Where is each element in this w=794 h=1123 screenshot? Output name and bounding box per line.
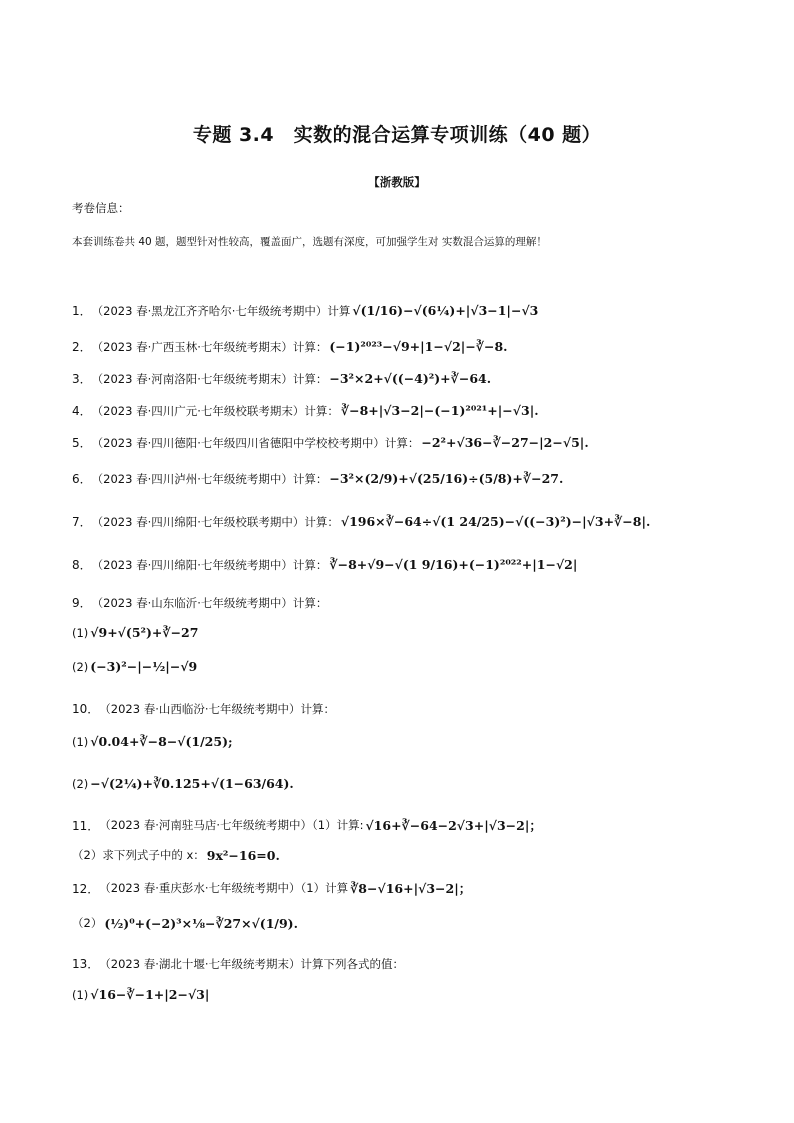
question-source: （2023 春·重庆彭水·七年级统考期中）（1）计算	[99, 881, 349, 895]
sub-question-label: (1)	[72, 987, 89, 1002]
question-number: 11．	[72, 818, 100, 833]
question-6	[72, 470, 563, 487]
question-13-part-1	[72, 987, 209, 1002]
question-expression: −3²×2+√((−4)²)+∛−64.	[329, 371, 492, 386]
sub-question-label: （2）	[72, 916, 103, 930]
question-source: （2023 春·山西临汾·七年级统考期中）计算：	[99, 701, 336, 716]
question-source: （2023 春·山东临沂·七年级统考期中）计算：	[91, 595, 328, 610]
exam-info-text: 本套训练卷共 40 题，题型针对性较高，覆盖面广，选题有深度，可加强学生对 实数混合运算的理解！	[72, 236, 547, 248]
question-5	[72, 434, 589, 451]
question-expression: √16−∛−1+|2−√3|	[90, 987, 210, 1002]
question-expression: (−1)²⁰²³−√9+|1−√2|−∛−8.	[329, 339, 508, 354]
question-expression: −3²×(2/9)+√(25/16)÷(5/8)+∛−27.	[329, 471, 564, 486]
question-source: （2023 春·四川绵阳·七年级校联考期中）计算：	[91, 514, 339, 529]
question-number: 2．	[72, 340, 92, 354]
question-number: 13．	[72, 957, 100, 971]
question-expression: −√(2¼)+∛0.125+√(1−63/64).	[90, 776, 294, 791]
question-11-part-2	[72, 847, 280, 863]
question-8	[72, 556, 577, 573]
question-expression: ∛−8+|√3−2|−(−1)²⁰²¹+|−√3|.	[340, 403, 539, 418]
question-12-part-2	[72, 915, 298, 931]
question-1	[72, 302, 538, 319]
question-9	[72, 594, 329, 611]
question-expression: 9x²−16=0.	[206, 847, 280, 863]
question-12	[72, 879, 471, 897]
question-9-part-2	[72, 659, 197, 674]
question-source: （2023 春·四川德阳·七年级四川省德阳中学校校考期中）计算：	[91, 435, 420, 450]
question-11	[72, 816, 542, 834]
question-number: 3．	[72, 372, 92, 386]
question-10-part-1	[72, 734, 233, 749]
question-number: 1．	[72, 304, 92, 318]
question-13	[72, 955, 406, 972]
exam-info-label: 考卷信息：	[72, 201, 130, 215]
question-10-part-2	[72, 776, 294, 791]
sub-question-label: (1)	[72, 625, 89, 640]
question-expression: ∛8−√16+|√3−2|；	[350, 881, 472, 896]
question-expression: √9+√(5²)+∛−27	[90, 625, 199, 640]
question-source: （2023 春·四川泸州·七年级统考期中）计算：	[91, 471, 328, 486]
question-9-part-1	[72, 625, 198, 640]
question-expression: ∛−8+√9−√(1 9/16)+(−1)²⁰²²+|1−√2|	[329, 557, 578, 572]
question-expression: (−3)²−|−½|−√9	[90, 659, 198, 674]
question-number: 9．	[72, 596, 92, 610]
question-number: 6．	[72, 472, 92, 486]
question-number: 4．	[72, 404, 92, 418]
question-number: 5．	[72, 436, 92, 450]
question-number: 10．	[72, 702, 100, 716]
question-expression: √16+∛−64−2√3+|√3−2|；	[365, 818, 542, 833]
sub-question-label: （2）求下列式子中的 x：	[72, 848, 205, 862]
question-7	[72, 513, 650, 530]
question-10	[72, 700, 337, 717]
question-number: 8．	[72, 558, 92, 572]
question-source: （2023 春·湖北十堰·七年级统考期末）计算下列各式的值：	[99, 956, 405, 971]
question-number: 7．	[72, 515, 92, 529]
question-2	[72, 338, 508, 355]
question-3	[72, 370, 491, 387]
page-title: 专题 3.4 实数的混合运算专项训练（40 题）	[192, 124, 602, 146]
question-expression: √0.04+∛−8−√(1/25);	[90, 734, 233, 749]
question-source: （2023 春·四川绵阳·七年级统考期中）计算：	[91, 557, 328, 572]
question-4	[72, 402, 539, 419]
question-source: （2023 春·黑龙江齐齐哈尔·七年级统考期中）计算	[91, 303, 351, 318]
question-source: （2023 春·河南洛阳·七年级统考期末）计算：	[91, 371, 328, 386]
sub-question-label: (2)	[72, 659, 89, 674]
question-expression: √196×∛−64÷√(1 24/25)−√((−3)²)−|√3+∛−8|.	[340, 514, 651, 529]
question-number: 12．	[72, 881, 100, 896]
question-source: （2023 春·广西玉林·七年级统考期末）计算：	[91, 339, 328, 354]
question-expression: √(1/16)−√(6¼)+|√3−1|−√3	[352, 303, 539, 318]
sub-question-label: (1)	[72, 734, 89, 749]
question-expression: −2²+√36−∛−27−|2−√5|.	[421, 435, 589, 450]
edition-label: 【浙教版】	[368, 175, 426, 189]
question-source: （2023 春·四川广元·七年级校联考期末）计算：	[91, 403, 339, 418]
sub-question-label: (2)	[72, 776, 89, 791]
question-expression: (½)⁰+(−2)³×⅛−∛27×√(1/9).	[104, 915, 298, 931]
question-source: （2023 春·河南驻马店·七年级统考期中）（1）计算:	[99, 818, 364, 832]
